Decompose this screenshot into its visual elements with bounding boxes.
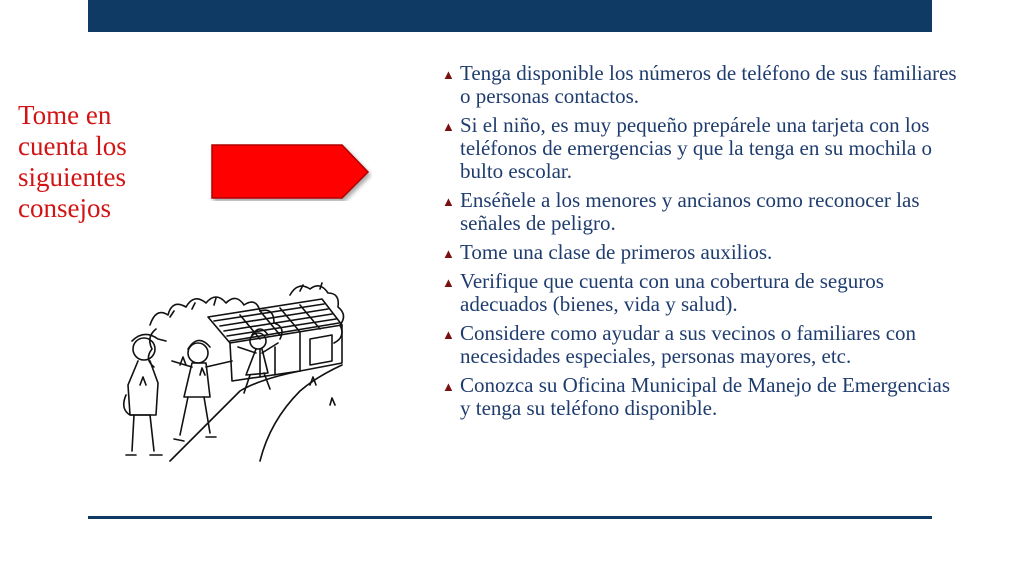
red-arrow-shape [210, 143, 372, 201]
list-item [440, 114, 960, 183]
tip-text: Conozca su Oficina Municipal de Manejo de Emergencias y tenga su teléfono disponible. [460, 373, 951, 420]
list-item [440, 374, 960, 420]
tip-text: Verifique que cuenta con una cobertura de seguros adecuados (bienes, vida y salud). [460, 269, 884, 316]
list-item [440, 322, 960, 368]
list-item [440, 270, 960, 316]
triangle-bullet-icon: ▲ [442, 194, 455, 209]
footer-rule [88, 516, 932, 519]
header-bar [88, 0, 932, 32]
tip-text: Considere como ayudar a sus vecinos o familiares con necesidades especiales, personas mayores, etc. [460, 321, 917, 368]
slide-heading: Tome en cuenta los siguientes consejos [18, 100, 127, 223]
tip-text: Si el niño, es muy pequeño prepárele una tarjeta con los teléfonos de emergencias y que la tenga en su mochila o bulto escolar. [460, 113, 932, 183]
tip-text: Tome una clase de primeros auxilios. [460, 240, 773, 264]
children-house-illustration [110, 265, 372, 465]
tip-text: Tenga disponible los números de teléfono de sus familiares o personas contactos. [460, 61, 957, 108]
list-item [440, 189, 960, 235]
triangle-bullet-icon: ▲ [442, 67, 455, 82]
triangle-bullet-icon: ▲ [442, 119, 455, 134]
triangle-bullet-icon: ▲ [442, 327, 455, 342]
triangle-bullet-icon: ▲ [442, 379, 455, 394]
list-item [440, 62, 960, 108]
triangle-bullet-icon: ▲ [442, 275, 455, 290]
list-item [440, 241, 960, 264]
tips-list [440, 62, 960, 426]
triangle-bullet-icon: ▲ [442, 246, 455, 261]
tip-text: Enséñele a los menores y ancianos como reconocer las señales de peligro. [460, 188, 920, 235]
